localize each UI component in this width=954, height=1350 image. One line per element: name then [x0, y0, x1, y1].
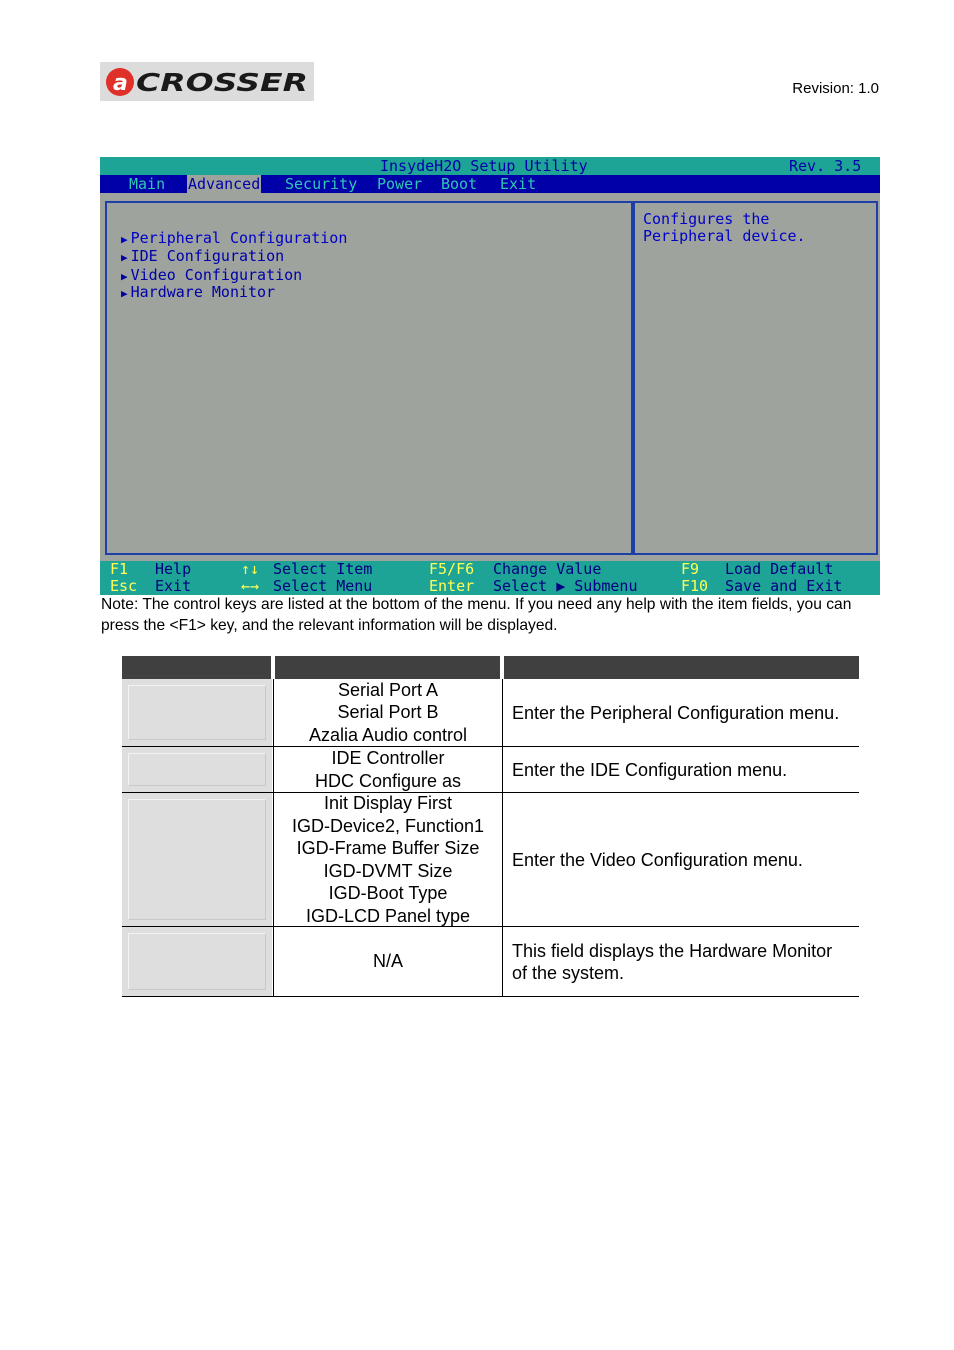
- menu-power[interactable]: Power: [377, 175, 423, 193]
- key-f1: F1: [110, 560, 129, 578]
- submenu-arrow-icon: ▶: [121, 287, 128, 300]
- menu-boot[interactable]: Boot: [441, 175, 478, 193]
- row-options-cell: Serial Port A Serial Port B Azalia Audio control: [273, 679, 503, 746]
- row-label-cell: [122, 747, 272, 792]
- bios-setup-screenshot: [100, 157, 880, 595]
- acrosser-logo: [100, 62, 314, 101]
- item-peripheral-configuration[interactable]: ▶ Peripheral Configuration: [121, 229, 348, 247]
- bios-title: InsydeH2O Setup Utility: [380, 157, 588, 175]
- row-description-cell: Enter the Video Configuration menu.: [512, 849, 803, 870]
- key-enter-desc: Select ▶ Submenu: [493, 577, 638, 595]
- menu-security[interactable]: Security: [285, 175, 358, 193]
- svg-text:a: a: [113, 71, 128, 96]
- submenu-arrow-icon: ▶: [121, 251, 128, 264]
- key-leftright-desc: Select Menu: [273, 577, 373, 595]
- row-label-cell: [122, 927, 272, 996]
- table-row: [122, 793, 859, 927]
- bios-help-panel: [631, 201, 878, 555]
- row-description-cell: Enter the Peripheral Configuration menu.: [512, 702, 840, 723]
- key-esc-desc: Exit: [155, 577, 192, 595]
- menu-main[interactable]: Main: [129, 175, 166, 193]
- key-f1-desc: Help: [155, 560, 192, 578]
- svg-text:CROSSER: CROSSER: [136, 68, 308, 97]
- item-ide-configuration[interactable]: ▶ IDE Configuration: [121, 247, 285, 265]
- help-text: Configures the Peripheral device.: [643, 210, 806, 245]
- key-esc: Esc: [110, 577, 138, 595]
- row-options-cell: Init Display First IGD-Device2, Function1 IGD-Frame Buffer Size IGD-DVMT Size IGD-Boot Type IGD-LCD Panel type: [273, 793, 503, 926]
- key-f5f6: F5/F6: [429, 560, 475, 578]
- revision-label: Revision: 1.0: [792, 80, 879, 97]
- key-updown-desc: Select Item: [273, 560, 373, 578]
- bios-key-legend: [100, 561, 880, 595]
- key-f9-desc: Load Default: [725, 560, 834, 578]
- bios-item-panel: [105, 201, 635, 555]
- row-description-cell: Enter the IDE Configuration menu.: [512, 759, 788, 780]
- row-options-cell: N/A: [273, 927, 503, 996]
- key-updown: ↑↓: [241, 560, 260, 578]
- row-description-cell: This field displays the Hardware Monitor of the system.: [512, 940, 833, 983]
- key-f10-desc: Save and Exit: [725, 577, 843, 595]
- submenu-arrow-icon: ▶: [121, 270, 128, 283]
- note-text: Note: The control keys are listed at the bottom of the menu. If you need any help with the item fields, you can press the <F1> key, and the relevant information will be displayed.: [101, 596, 852, 634]
- key-enter: Enter: [429, 577, 475, 595]
- menu-advanced[interactable]: Advanced: [188, 175, 261, 193]
- header-divider: [500, 656, 504, 679]
- table-row: [122, 679, 859, 747]
- key-f9: F9: [681, 560, 700, 578]
- key-leftright: ←→: [241, 577, 260, 595]
- item-video-configuration[interactable]: ▶ Video Configuration: [121, 266, 303, 284]
- table-row: [122, 747, 859, 793]
- header-divider: [271, 656, 275, 679]
- table-row: [122, 927, 859, 997]
- bios-revision: Rev. 3.5: [789, 157, 862, 175]
- row-label-cell: [122, 793, 272, 926]
- submenu-arrow-icon: ▶: [121, 233, 128, 246]
- table-header: [122, 656, 859, 679]
- key-f5f6-desc: Change Value: [493, 560, 602, 578]
- menu-exit[interactable]: Exit: [500, 175, 537, 193]
- bios-menu-bar: [100, 175, 880, 193]
- row-options-cell: IDE Controller HDC Configure as: [273, 747, 503, 792]
- key-f10: F10: [681, 577, 709, 595]
- item-hardware-monitor[interactable]: ▶ Hardware Monitor: [121, 283, 276, 301]
- bios-title-bar: [100, 157, 880, 175]
- row-label-cell: [122, 679, 272, 746]
